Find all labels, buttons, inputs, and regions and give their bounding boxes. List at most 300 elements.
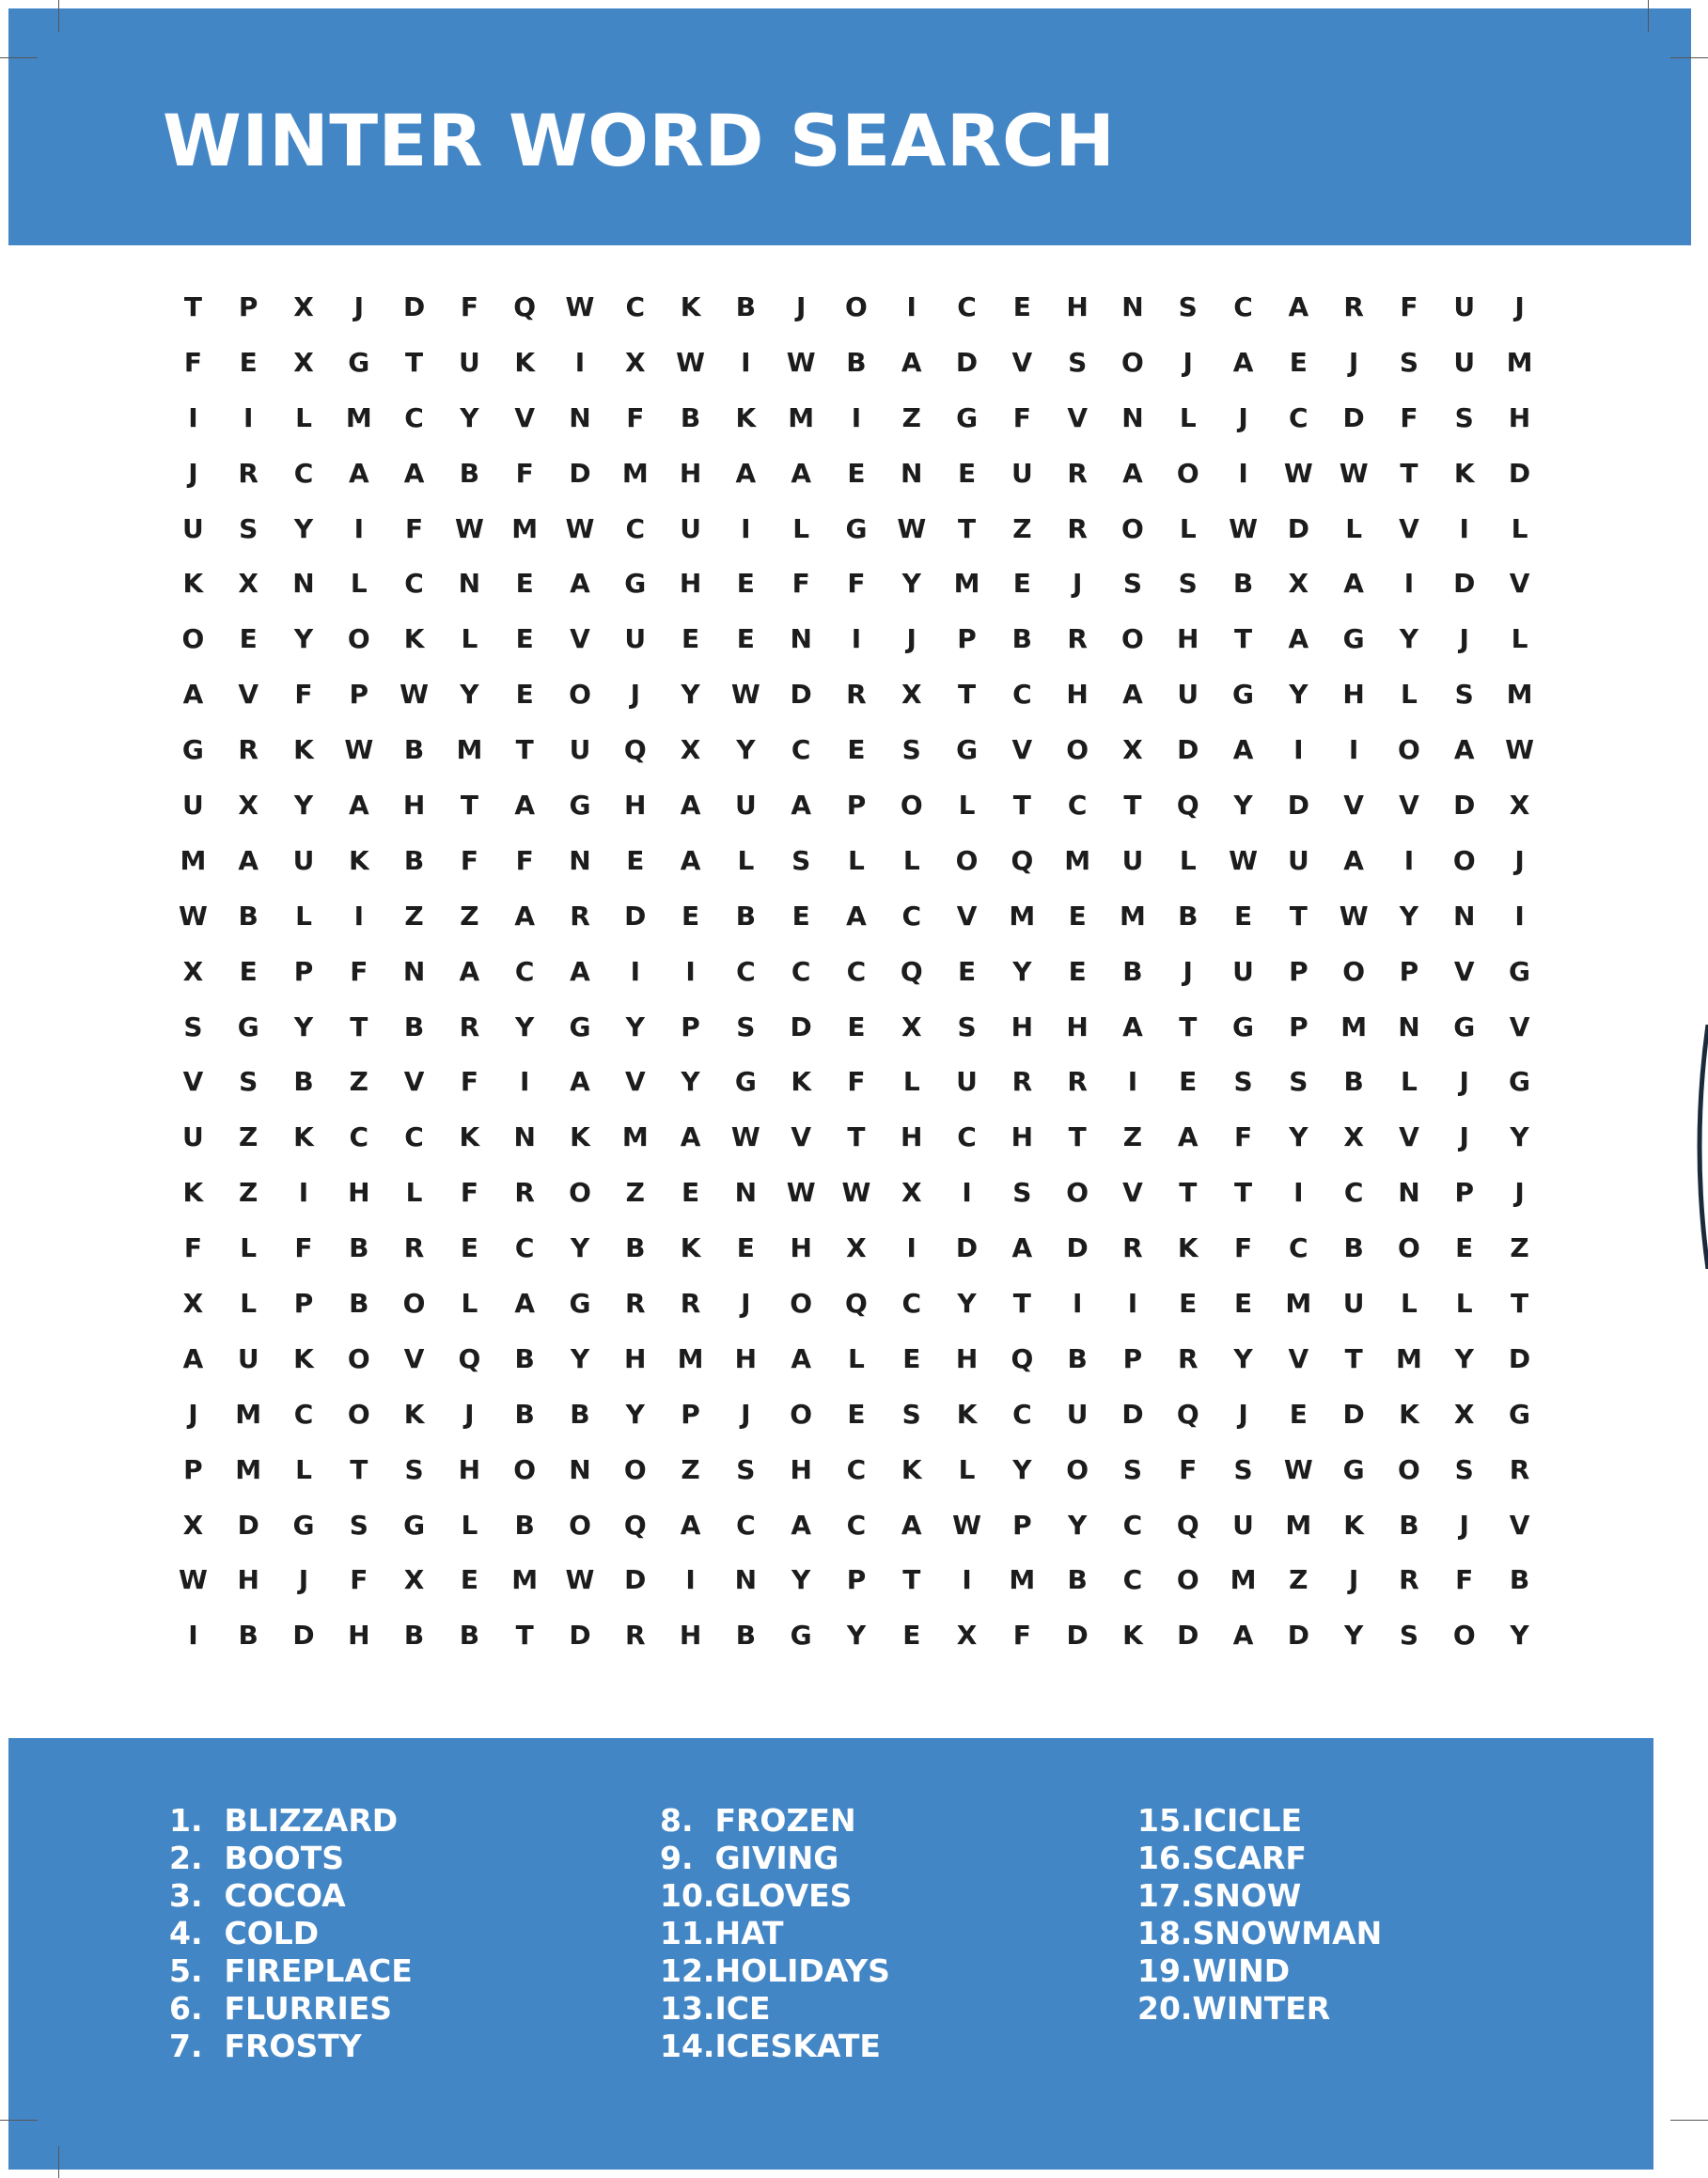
grid-cell: P xyxy=(1289,1011,1308,1042)
grid-cell: F xyxy=(183,346,202,378)
grid-cell: P xyxy=(1399,955,1419,987)
grid-cell: A xyxy=(680,1509,701,1541)
grid-cell: T xyxy=(515,1620,534,1652)
grid-cell: G xyxy=(292,1509,315,1541)
grid-cell: D xyxy=(1453,789,1476,821)
grid-cell: L xyxy=(1401,1287,1418,1319)
grid-cell: V xyxy=(1399,512,1419,544)
grid-cell: I xyxy=(851,401,862,433)
crop-mark xyxy=(58,2146,59,2178)
grid-cell: H xyxy=(1066,679,1089,711)
word-list-item: 10.GLOVES xyxy=(660,1877,853,1914)
grid-cell: T xyxy=(1123,789,1142,821)
grid-cell: K xyxy=(293,734,314,766)
grid-cell: T xyxy=(183,290,202,322)
grid-cell: N xyxy=(569,844,591,876)
grid-cell: R xyxy=(238,734,259,766)
grid-cell: V xyxy=(956,900,978,932)
grid-cell: R xyxy=(1067,457,1088,489)
grid-cell: W xyxy=(730,679,760,711)
grid-cell: C xyxy=(791,734,811,766)
grid-cell: J xyxy=(795,290,807,322)
page-edge-shadow xyxy=(1689,1025,1708,1269)
grid-cell: U xyxy=(459,346,480,378)
grid-cell: X xyxy=(293,290,314,322)
grid-cell: J xyxy=(1459,1066,1469,1098)
grid-cell: Z xyxy=(239,1177,259,1209)
grid-cell: J xyxy=(188,1398,198,1430)
grid-cell: V xyxy=(1453,955,1475,987)
grid-cell: O xyxy=(1452,844,1476,876)
grid-cell: L xyxy=(1511,623,1528,655)
grid-cell: Y xyxy=(460,679,479,711)
grid-cell: I xyxy=(906,1232,917,1264)
grid-cell: U xyxy=(1232,1509,1254,1541)
grid-cell: Y xyxy=(293,623,314,655)
grid-cell: X xyxy=(182,955,204,987)
grid-cell: M xyxy=(1285,1509,1312,1541)
grid-cell: G xyxy=(845,512,868,544)
grid-cell: T xyxy=(515,734,534,766)
grid-cell: C xyxy=(349,1121,369,1153)
grid-cell: A xyxy=(846,900,867,932)
grid-cell: F xyxy=(294,1232,313,1264)
grid-cell: O xyxy=(1176,1564,1199,1596)
grid-cell: G xyxy=(403,1509,426,1541)
grid-cell: D xyxy=(790,1011,812,1042)
grid-cell: U xyxy=(1121,844,1144,876)
grid-cell: D xyxy=(1508,1342,1531,1374)
grid-cell: I xyxy=(1072,1287,1083,1319)
grid-cell: H xyxy=(1011,1011,1034,1042)
word-list-item: 1. BLIZZARD xyxy=(169,1802,399,1839)
grid-cell: U xyxy=(734,789,757,821)
grid-cell: T xyxy=(1068,1121,1087,1153)
grid-cell: B xyxy=(459,1620,480,1652)
grid-cell: E xyxy=(239,346,258,378)
grid-cell: B xyxy=(403,1620,425,1652)
grid-cell: B xyxy=(514,1509,535,1541)
grid-cell: S xyxy=(349,1509,368,1541)
grid-cell: A xyxy=(735,457,757,489)
grid-cell: J xyxy=(1348,346,1359,378)
grid-cell: B xyxy=(514,1398,535,1430)
grid-cell: M xyxy=(677,1342,704,1374)
grid-cell: E xyxy=(1455,1232,1474,1264)
grid-cell: J xyxy=(1514,290,1525,322)
grid-cell: E xyxy=(902,1620,921,1652)
grid-cell: U xyxy=(956,1066,978,1098)
grid-cell: Y xyxy=(846,1620,867,1652)
grid-cell: C xyxy=(846,955,867,987)
grid-cell: H xyxy=(734,1342,758,1374)
grid-cell: M xyxy=(1285,1287,1312,1319)
grid-cell: N xyxy=(1121,401,1144,433)
grid-cell: R xyxy=(624,1620,646,1652)
grid-cell: K xyxy=(514,346,536,378)
grid-cell: C xyxy=(736,1509,756,1541)
grid-cell: C xyxy=(404,1121,424,1153)
grid-cell: Y xyxy=(1068,1509,1088,1541)
grid-cell: V xyxy=(1067,401,1088,433)
grid-cell: Y xyxy=(293,512,314,544)
grid-cell: G xyxy=(569,1287,591,1319)
grid-cell: O xyxy=(347,623,370,655)
grid-cell: R xyxy=(238,457,259,489)
grid-cell: Q xyxy=(845,1287,868,1319)
grid-cell: W xyxy=(565,512,595,544)
grid-cell: E xyxy=(902,1342,921,1374)
grid-cell: C xyxy=(1233,290,1253,322)
grid-cell: Y xyxy=(1399,900,1419,932)
grid-cell: W xyxy=(565,1564,595,1596)
grid-cell: H xyxy=(402,789,426,821)
grid-cell: K xyxy=(459,1121,480,1153)
grid-cell: W xyxy=(1505,734,1534,766)
grid-cell: W xyxy=(178,900,208,932)
grid-cell: B xyxy=(625,1232,646,1264)
grid-cell: A xyxy=(514,900,536,932)
grid-cell: K xyxy=(293,1121,314,1153)
grid-cell: O xyxy=(623,1453,647,1485)
grid-cell: I xyxy=(519,1066,530,1098)
grid-cell: L xyxy=(1179,401,1197,433)
grid-cell: A xyxy=(182,679,204,711)
grid-cell: M xyxy=(621,1121,649,1153)
grid-cell: Y xyxy=(791,1564,811,1596)
grid-cell: W xyxy=(565,290,595,322)
grid-cell: B xyxy=(1232,568,1254,600)
grid-cell: E xyxy=(460,1564,478,1596)
grid-cell: J xyxy=(464,1398,475,1430)
grid-cell: J xyxy=(1459,623,1469,655)
grid-cell: W xyxy=(952,1509,981,1541)
grid-cell: K xyxy=(182,1177,204,1209)
grid-cell: R xyxy=(459,1011,480,1042)
grid-cell: B xyxy=(403,1011,425,1042)
grid-cell: S xyxy=(1454,1453,1474,1485)
grid-cell: L xyxy=(1179,844,1197,876)
grid-cell: I xyxy=(1514,900,1525,932)
grid-cell: I xyxy=(353,900,364,932)
grid-cell: D xyxy=(624,1564,647,1596)
grid-cell: Y xyxy=(1343,1620,1364,1652)
grid-cell: E xyxy=(736,1232,755,1264)
grid-cell: F xyxy=(350,955,368,987)
grid-cell: D xyxy=(1066,1620,1089,1652)
grid-cell: U xyxy=(680,512,701,544)
word-list-column-2 xyxy=(660,1802,890,2065)
grid-cell: H xyxy=(790,1453,812,1485)
grid-cell: J xyxy=(741,1287,751,1319)
grid-cell: A xyxy=(1288,290,1309,322)
grid-cell: E xyxy=(682,900,700,932)
grid-cell: A xyxy=(570,955,590,987)
grid-cell: Q xyxy=(458,1342,481,1374)
grid-cell: F xyxy=(350,1564,368,1596)
grid-cell: L xyxy=(240,1232,258,1264)
grid-cell: U xyxy=(1011,457,1033,489)
grid-cell: C xyxy=(625,290,646,322)
grid-cell: O xyxy=(347,1398,370,1430)
grid-cell: V xyxy=(1011,734,1033,766)
grid-cell: F xyxy=(626,401,645,433)
grid-cell: B xyxy=(735,1620,757,1652)
grid-cell: N xyxy=(1121,290,1144,322)
grid-cell: A xyxy=(1343,844,1364,876)
grid-cell: E xyxy=(1012,568,1031,600)
grid-cell: Y xyxy=(1289,1121,1308,1153)
grid-cell: R xyxy=(1067,512,1088,544)
grid-cell: K xyxy=(348,844,369,876)
grid-cell: P xyxy=(349,679,369,711)
grid-cell: N xyxy=(901,457,923,489)
grid-cell: Z xyxy=(1510,1232,1529,1264)
grid-cell: X xyxy=(182,1287,204,1319)
word-search-grid xyxy=(165,279,1547,1663)
grid-cell: E xyxy=(847,457,866,489)
grid-cell: Z xyxy=(239,1121,259,1153)
grid-cell: V xyxy=(570,623,590,655)
grid-cell: A xyxy=(680,789,701,821)
grid-cell: J xyxy=(1183,346,1193,378)
grid-cell: R xyxy=(1399,1564,1419,1596)
grid-cell: N xyxy=(292,568,315,600)
grid-cell: R xyxy=(403,1232,425,1264)
grid-cell: V xyxy=(403,1342,425,1374)
crop-mark xyxy=(0,57,38,58)
grid-cell: H xyxy=(1177,623,1199,655)
grid-cell: C xyxy=(514,955,535,987)
grid-cell: S xyxy=(901,1398,921,1430)
grid-cell: D xyxy=(237,1509,259,1541)
grid-cell: F xyxy=(460,1177,478,1209)
grid-cell: U xyxy=(237,1342,259,1374)
grid-cell: H xyxy=(1066,290,1089,322)
crop-mark xyxy=(58,0,59,32)
grid-cell: Y xyxy=(1012,955,1032,987)
grid-cell: O xyxy=(1066,1177,1089,1209)
grid-cell: B xyxy=(1178,900,1199,932)
grid-cell: O xyxy=(569,1509,591,1541)
page-title: WINTER WORD SEARCH xyxy=(163,99,1116,182)
grid-cell: K xyxy=(182,568,204,600)
grid-cell: F xyxy=(1455,1564,1474,1596)
grid-cell: E xyxy=(847,1011,866,1042)
grid-cell: F xyxy=(1400,401,1418,433)
grid-cell: U xyxy=(1066,1398,1089,1430)
grid-cell: U xyxy=(1287,844,1309,876)
grid-cell: E xyxy=(1289,346,1308,378)
grid-cell: X xyxy=(1122,734,1143,766)
grid-cell: Y xyxy=(681,1066,700,1098)
grid-cell: T xyxy=(1179,1011,1198,1042)
grid-cell: G xyxy=(569,1011,591,1042)
grid-cell: R xyxy=(1122,1232,1143,1264)
grid-cell: L xyxy=(1511,512,1528,544)
grid-cell: A xyxy=(1343,568,1364,600)
grid-cell: U xyxy=(1453,346,1476,378)
grid-cell: V xyxy=(1509,1011,1530,1042)
grid-cell: E xyxy=(1233,1287,1253,1319)
grid-cell: L xyxy=(1345,512,1363,544)
grid-cell: V xyxy=(1399,1121,1419,1153)
grid-cell: C xyxy=(957,1121,977,1153)
grid-cell: X xyxy=(1343,1121,1364,1153)
grid-cell: S xyxy=(1178,290,1198,322)
grid-cell: T xyxy=(1012,789,1031,821)
grid-cell: I xyxy=(298,1177,309,1209)
grid-cell: D xyxy=(624,900,647,932)
grid-cell: J xyxy=(1238,401,1248,433)
grid-cell: C xyxy=(901,1287,922,1319)
grid-cell: L xyxy=(1455,1287,1473,1319)
grid-cell: X xyxy=(403,1564,425,1596)
grid-cell: A xyxy=(1288,623,1309,655)
grid-cell: C xyxy=(901,900,922,932)
grid-cell: I xyxy=(1403,844,1415,876)
grid-cell: F xyxy=(460,844,478,876)
grid-cell: L xyxy=(848,844,865,876)
grid-cell: S xyxy=(239,512,259,544)
grid-cell: O xyxy=(513,1453,537,1485)
grid-cell: K xyxy=(403,623,425,655)
grid-cell: K xyxy=(1343,1509,1364,1541)
grid-cell: L xyxy=(792,512,810,544)
crop-mark xyxy=(1670,57,1708,58)
grid-cell: V xyxy=(403,1066,425,1098)
grid-cell: I xyxy=(1459,512,1469,544)
grid-cell: T xyxy=(958,512,977,544)
grid-cell: I xyxy=(1127,1287,1138,1319)
word-list-item: 7. FROSTY xyxy=(169,2028,362,2064)
grid-cell: H xyxy=(1066,1011,1089,1042)
grid-cell: F xyxy=(847,568,866,600)
word-list-item: 8. FROZEN xyxy=(660,1802,856,1839)
grid-cell: D xyxy=(402,290,426,322)
word-list-column-3 xyxy=(1137,1802,1382,2028)
grid-cell: F xyxy=(1233,1232,1253,1264)
grid-cell: B xyxy=(1509,1564,1530,1596)
grid-cell: O xyxy=(1066,734,1089,766)
grid-cell: B xyxy=(1122,955,1143,987)
grid-cell: G xyxy=(734,1066,757,1098)
grid-cell: Z xyxy=(349,1066,368,1098)
grid-cell: F xyxy=(1400,290,1418,322)
grid-cell: W xyxy=(1339,900,1369,932)
grid-cell: M xyxy=(1009,900,1036,932)
grid-cell: F xyxy=(1012,401,1031,433)
grid-cell: O xyxy=(900,789,923,821)
grid-cell: Y xyxy=(625,1398,645,1430)
grid-cell: I xyxy=(353,512,364,544)
grid-cell: C xyxy=(1012,679,1032,711)
grid-cell: R xyxy=(1011,1066,1033,1098)
grid-cell: T xyxy=(405,346,424,378)
grid-cell: C xyxy=(1122,1509,1143,1541)
grid-cell: L xyxy=(461,623,478,655)
grid-cell: I xyxy=(741,346,751,378)
grid-cell: W xyxy=(1229,844,1258,876)
grid-cell: L xyxy=(958,789,976,821)
grid-cell: J xyxy=(1183,955,1193,987)
grid-cell: H xyxy=(901,1121,923,1153)
grid-cell: S xyxy=(1233,1453,1253,1485)
grid-cell: B xyxy=(1011,623,1033,655)
grid-cell: Q xyxy=(623,734,647,766)
grid-cell: O xyxy=(1121,512,1144,544)
grid-cell: A xyxy=(570,568,590,600)
grid-cell: O xyxy=(1398,734,1420,766)
grid-cell: M xyxy=(235,1453,262,1485)
grid-cell: I xyxy=(1403,568,1415,600)
grid-cell: L xyxy=(737,844,755,876)
grid-cell: N xyxy=(513,1121,536,1153)
grid-cell: J xyxy=(1514,1177,1525,1209)
grid-cell: M xyxy=(235,1398,262,1430)
grid-cell: T xyxy=(958,679,977,711)
grid-cell: O xyxy=(1176,457,1199,489)
grid-cell: V xyxy=(1011,346,1033,378)
grid-cell: H xyxy=(790,1232,812,1264)
grid-cell: V xyxy=(624,1066,646,1098)
grid-cell: N xyxy=(402,955,426,987)
grid-cell: N xyxy=(1398,1011,1420,1042)
grid-cell: U xyxy=(1342,1287,1365,1319)
grid-cell: Z xyxy=(681,1453,700,1485)
grid-cell: N xyxy=(734,1177,758,1209)
grid-cell: X xyxy=(680,734,701,766)
grid-cell: Y xyxy=(1510,1620,1529,1652)
grid-cell: Y xyxy=(1012,1453,1032,1485)
grid-cell: E xyxy=(515,679,534,711)
grid-cell: Y xyxy=(1399,623,1419,655)
grid-cell: V xyxy=(238,679,259,711)
grid-cell: E xyxy=(682,623,700,655)
grid-cell: O xyxy=(569,679,591,711)
grid-cell: X xyxy=(1453,1398,1475,1430)
grid-cell: G xyxy=(956,734,979,766)
grid-cell: F xyxy=(294,679,313,711)
grid-cell: H xyxy=(1011,1121,1034,1153)
grid-cell: W xyxy=(841,1177,871,1209)
grid-cell: A xyxy=(1122,1011,1143,1042)
grid-cell: G xyxy=(1509,955,1531,987)
grid-cell: J xyxy=(1459,1509,1469,1541)
grid-cell: D xyxy=(569,1620,591,1652)
grid-cell: V xyxy=(182,1066,204,1098)
grid-cell: U xyxy=(1232,955,1254,987)
grid-cell: D xyxy=(955,346,979,378)
grid-cell: X xyxy=(624,346,646,378)
word-list-item: 4. COLD xyxy=(169,1915,320,1951)
grid-cell: L xyxy=(350,568,368,600)
grid-cell: G xyxy=(181,734,204,766)
grid-cell: E xyxy=(1179,1066,1198,1098)
grid-cell: D xyxy=(1342,401,1365,433)
grid-cell: S xyxy=(736,1011,756,1042)
grid-cell: P xyxy=(957,623,977,655)
grid-cell: O xyxy=(1398,1453,1420,1485)
grid-cell: A xyxy=(514,1287,536,1319)
grid-cell: Y xyxy=(736,734,756,766)
grid-cell: B xyxy=(570,1398,590,1430)
grid-cell: C xyxy=(1067,789,1088,821)
grid-cell: J xyxy=(630,679,640,711)
grid-cell: D xyxy=(1177,734,1199,766)
grid-cell: E xyxy=(1012,290,1031,322)
grid-cell: S xyxy=(901,734,921,766)
